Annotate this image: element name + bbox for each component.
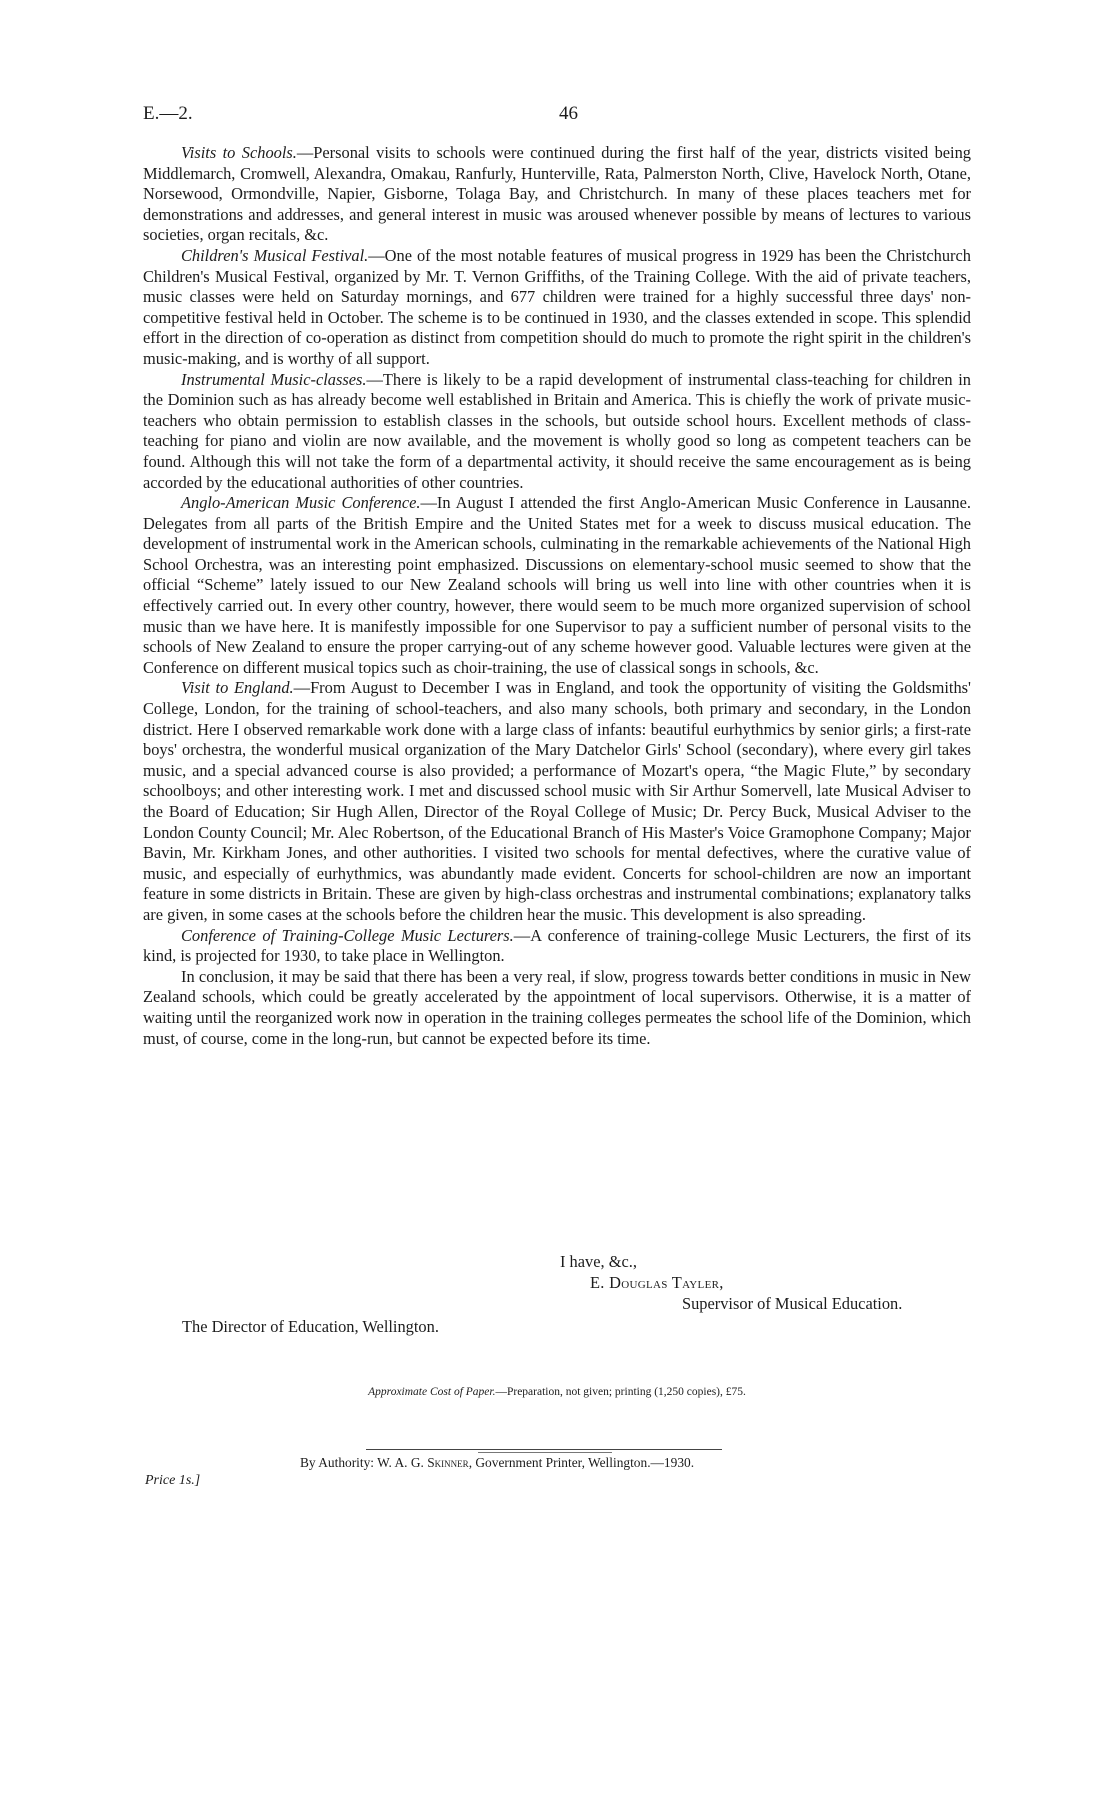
paragraph-conclusion xyxy=(143,967,971,1049)
report-body xyxy=(143,143,971,1049)
paragraph-text: —There is likely to be a rapid development of instrumental class-teaching for children in the Dominion such as has already become well established in Britain and America. This is chiefly the work of private music-teachers who obtain permission to establish classes in the schools, but outside school hours. Excellent methods of class-teaching for piano and violin are now available, and the movement is wholly good so long as competent teachers can be found. Although this will not take the form of a departmental activity, it should receive the same encouragement as is being accorded by the educational authorities of other countries. xyxy=(143,369,971,492)
cost-note-label: Approximate Cost of Paper. xyxy=(368,1386,496,1398)
price-label: Price 1s.] xyxy=(145,1473,201,1488)
document-reference: E.—2. xyxy=(143,103,193,124)
paragraph-heading: Visit to England. xyxy=(181,678,294,698)
paragraph-heading: Visits to Schools. xyxy=(181,143,297,162)
signature-closing: I have, &c., xyxy=(560,1252,637,1271)
paragraph-instrumental-music-classes xyxy=(143,370,971,494)
cost-note-text: —Preparation, not given; printing (1,250 copies), £75. xyxy=(495,1386,746,1398)
signature-name: E. Douglas Tayler, xyxy=(590,1273,724,1292)
paragraph-text: —One of the most notable features of musical progress in 1929 has been the Christchurch Children's Musical Festival, organized by Mr. T. Vernon Griffiths, of the Training College. With the aid of private teachers, music classes were held on Saturday mornings, and 677 children were trained for a highly successful three days' non-competitive festival held in October. The scheme is to be continued in 1930, and the classes extended in scope. This splendid effort in the direction of co-operation as distinct from competition should do much to promote the right spirit in the children's music-making, and is worthy of all support. xyxy=(143,245,971,368)
paragraph-text: —A conference of training-college Music Lecturers, the first of its kind, is projected for 1930, to take place in Wellington. xyxy=(143,925,971,966)
paragraph-heading: Anglo-American Music Conference. xyxy=(181,493,421,513)
paragraph-text: —In August I attended the first Anglo-American Music Conference in Lausanne. Delegates from all parts of the British Empire and the United States met for a week to discuss musical education. The development of instrumental work in the American schools, culminating in the remarkable achievements of the National High School Orchestra, was an interesting point emphasized. Discussions on elementary-school music seemed to show that the official “Scheme” lately issued to our New Zealand schools will bring us well into line with other countries when it is effectively carried out. In every other country, however, there would seem to be much more organized supervision of school music than we have here. It is manifestly impossible for one Supervisor to pay a sufficient number of personal visits to the schools of New Zealand to ensure the proper carrying-out of any scheme however good. Valuable lectures were given at the Conference on different musical topics such as choir-training, the use of classical songs in schools, &c. xyxy=(143,493,972,677)
paragraph-heading: Instrumental Music-classes. xyxy=(181,369,367,389)
page-header xyxy=(143,103,971,127)
printer-name: Skinner xyxy=(427,1455,469,1470)
paragraph-anglo-american-conference xyxy=(143,493,971,678)
paragraph-training-college-conference xyxy=(143,926,971,967)
paragraph-heading: Conference of Training-College Music Lecturers. xyxy=(181,925,514,945)
paragraph-text: In conclusion, it may be said that there has been a very real, if slow, progress towards better conditions in music in New Zealand schools, which could be greatly accelerated by the appointment of local supervisors. Otherwise, it is a matter of waiting until the reorganized work now in operation in the training colleges permeates the school life of the Dominion, which must, of course, come in the long-run, but cannot be expected before its time. xyxy=(143,966,971,1048)
printer-authority-line xyxy=(300,1455,694,1471)
page-number: 46 xyxy=(559,103,578,124)
paragraph-childrens-musical-festival xyxy=(143,246,971,370)
footer-rule xyxy=(366,1449,722,1450)
authority-suffix: , Government Printer, Wellington.—1930. xyxy=(468,1455,695,1470)
signature-title: Supervisor of Musical Education. xyxy=(682,1294,903,1313)
authority-prefix: By Authority: W. A. G. xyxy=(300,1455,428,1470)
paragraph-heading: Children's Musical Festival. xyxy=(181,245,369,265)
addressee: The Director of Education, Wellington. xyxy=(182,1317,439,1336)
footer-rule-short xyxy=(478,1452,612,1453)
paragraph-text: —From August to December I was in England, and took the opportunity of visiting the Goldsmiths' College, London, for the training of school-teachers, and also many schools, both primary and secondary, in the London district. Here I observed remarkable work done with a large class of infants: beautiful eurhythmics by senior girls; a first-rate boys' orchestra, the wonderful musical organization of the Mary Datchelor Girls' School (secondary), where every girl takes music, and a special advanced course is also provided; a performance of Mozart's opera, “the Magic Flute,” by secondary schoolboys; and other interesting work. I met and discussed school music with Sir Arthur Somervell, late Musical Adviser to the Board of Education; Sir Hugh Allen, Director of the Royal College of Music; Dr. Percy Buck, Musical Adviser to the London County Council; Mr. Alec Robertson, of the Educational Branch of His Master's Voice Gramophone Company; Major Bavin, Mr. Kirkham Jones, and other authorities. I visited two schools for mental defectives, where the curative value of music, and especially of eurhythmics, was abundantly made evident. Concerts for school-children are now an important feature in some districts in Britain. These are given by high-class orchestras and instrumental combinations; explanatory talks are given, in some cases at the schools before the children hear the music. This development is also spreading. xyxy=(143,678,971,924)
paragraph-visit-to-england xyxy=(143,678,971,925)
paragraph-visits-to-schools xyxy=(143,143,971,246)
cost-of-paper-note xyxy=(0,1386,1114,1398)
paragraph-text: —Personal visits to schools were continued during the first half of the year, districts visited being Middlemarch, Cromwell, Alexandra, Omakau, Ranfurly, Hunterville, Rata, Palmerston North, Clive, Havelock North, Otane, Norsewood, Ormondville, Napier, Gisborne, Tolaga Bay, and Christchurch. In many of these places teachers met for demonstrations and addresses, and general interest in music was aroused whenever possible by means of lectures to various societies, organ recitals, &c. xyxy=(143,143,971,245)
